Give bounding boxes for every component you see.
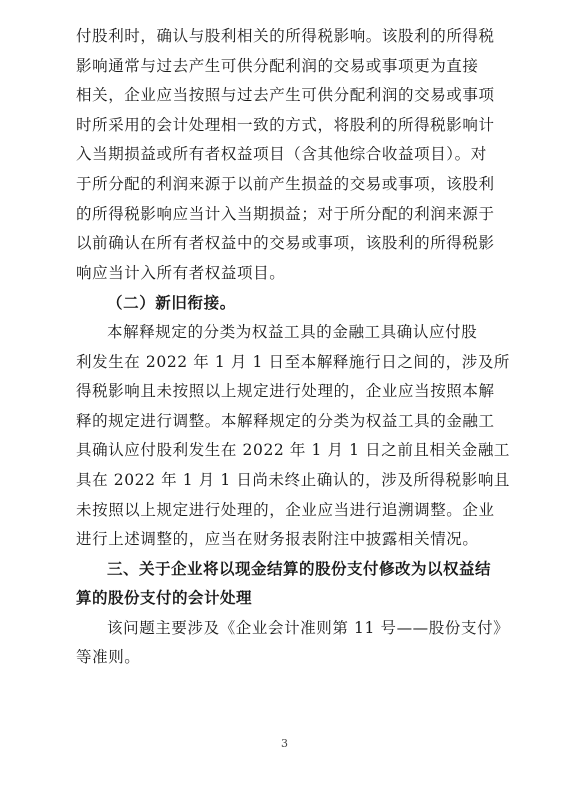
text-line: 入当期损益或所有者权益项目（含其他综合收益项目）。对 <box>76 145 487 164</box>
section-heading-share-payment <box>76 555 496 614</box>
text-line: 响应当计入所有者权益项目。 <box>76 263 286 282</box>
text-line: 于所分配的利润来源于以前产生损益的交易或事项，该股利 <box>76 174 495 193</box>
text-line: 得税影响且未按照以上规定进行处理的，企业应当按照本解 <box>76 382 495 401</box>
text-line: 影响通常与过去产生可供分配利润的交易或事项更为直接 <box>76 56 479 75</box>
paragraph-standard-reference <box>76 614 510 673</box>
text-line: 等准则。 <box>76 648 141 667</box>
text-line: 相关，企业应当按照与过去产生可供分配利润的交易或事项 <box>76 86 495 105</box>
text-line: 的所得税影响应当计入当期损益；对于所分配的利润来源于 <box>76 204 495 223</box>
text-line: 该问题主要涉及《企业会计准则第 11 号——股份支付》 <box>107 618 510 637</box>
section-heading-line: 算的股份支付的会计处理 <box>76 589 253 608</box>
page-number: 3 <box>281 737 288 750</box>
document-body <box>76 22 511 673</box>
text-line: 本解释规定的分类为权益工具的金融工具确认应付股 <box>107 322 478 341</box>
paragraph-transition-rules <box>76 318 511 555</box>
section-heading-line: 三、关于企业将以现金结算的股份支付修改为以权益结 <box>107 559 492 578</box>
text-line: 付股利时，确认与股利相关的所得税影响。该股利的所得税 <box>76 27 495 45</box>
text-line: 利发生在 2022 年 1 月 1 日至本解释施行日之间的，涉及所 <box>76 352 511 371</box>
text-line: 以前确认在所有者权益中的交易或事项，该股利的所得税影 <box>76 234 495 253</box>
text-line: 时所采用的会计处理相一致的方式，将股利的所得税影响计 <box>76 115 495 134</box>
text-line: 进行上述调整的，应当在财务报表附注中披露相关情况。 <box>76 530 479 549</box>
text-line: 未按照以上规定进行处理的，企业应当进行追溯调整。企业 <box>76 500 495 519</box>
text-line: 具确认应付股利发生在 2022 年 1 月 1 日之前且相关金融工 <box>76 441 511 460</box>
subheading-transition: （二）新旧衔接。 <box>107 293 236 313</box>
paragraph-income-tax-effect <box>76 22 496 288</box>
text-line: 释的规定进行调整。本解释规定的分类为权益工具的金融工 <box>76 411 495 430</box>
text-line: 具在 2022 年 1 月 1 日尚未终止确认的，涉及所得税影响且 <box>76 470 511 489</box>
